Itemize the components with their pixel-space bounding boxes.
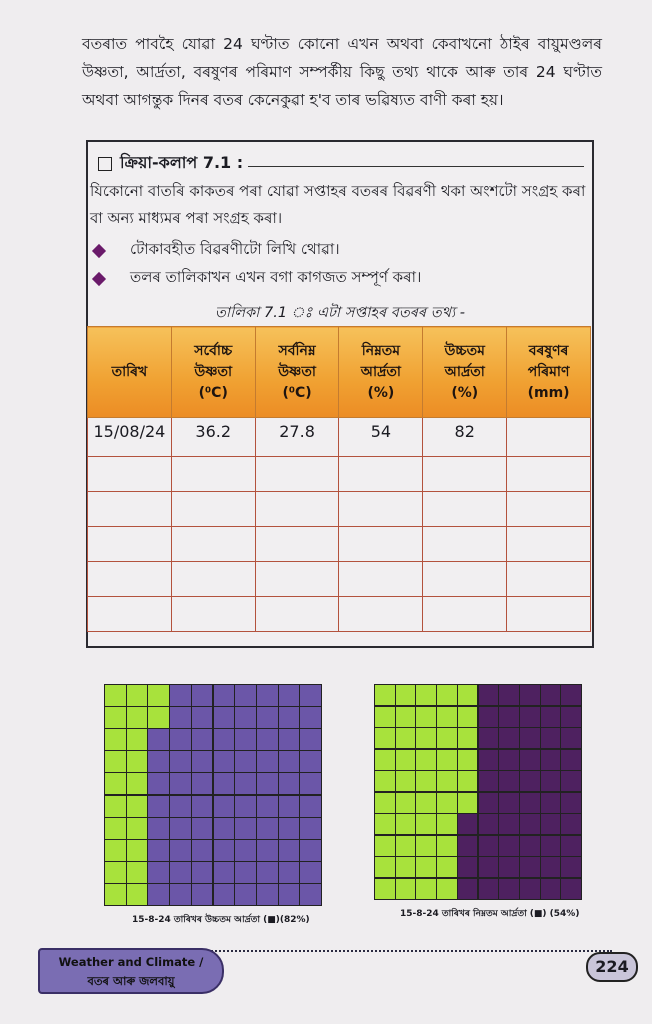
humidity-cell-filled bbox=[300, 773, 321, 794]
humidity-cell-filled bbox=[192, 773, 213, 794]
diamond-bullet-icon bbox=[92, 271, 106, 285]
activity-description: যিকোনো বাতৰি কাকতৰ পৰা যোৱা সপ্তাহৰ বতৰৰ বিৱৰণী থকা অংশটো সংগ্ৰহ কৰা বা অন্য মাধ্যমৰ পৰা সংগ্ৰহ কৰা। bbox=[90, 182, 586, 227]
humidity-cell-empty bbox=[416, 836, 436, 856]
humidity-cell-empty bbox=[396, 728, 416, 748]
humidity-cell-empty bbox=[416, 879, 436, 899]
humidity-cell-filled bbox=[520, 836, 540, 856]
humidity-cell-filled bbox=[257, 751, 278, 772]
humidity-cell-filled bbox=[541, 750, 561, 770]
humidity-cell-empty bbox=[396, 857, 416, 877]
humidity-cell-empty bbox=[127, 862, 148, 883]
humidity-cell-filled bbox=[561, 793, 581, 813]
activity-title: ক্ৰিয়া-কলাপ 7.1 : bbox=[120, 153, 244, 172]
max-humidity-grid bbox=[104, 684, 322, 906]
humidity-cell-empty bbox=[458, 685, 478, 705]
humidity-cell-empty bbox=[375, 879, 395, 899]
humidity-cell-empty bbox=[458, 771, 478, 791]
table-cell bbox=[171, 527, 255, 562]
humidity-cell-empty bbox=[127, 751, 148, 772]
humidity-cell-filled bbox=[170, 685, 191, 706]
weather-table bbox=[87, 326, 591, 632]
humidity-cell-empty bbox=[105, 729, 126, 750]
min-humidity-caption: 15-8-24 তাৰিখৰ নিম্নতম আৰ্দ্ৰতা (■) (54%) bbox=[400, 909, 580, 919]
humidity-cell-filled bbox=[214, 840, 235, 861]
table-row bbox=[88, 527, 591, 562]
humidity-cell-filled bbox=[479, 857, 499, 877]
humidity-cell-filled bbox=[561, 879, 581, 899]
humidity-cell-filled bbox=[257, 685, 278, 706]
table-cell: 54 bbox=[339, 418, 423, 457]
humidity-cell-filled bbox=[561, 685, 581, 705]
max-humidity-caption: 15-8-24 তাৰিখৰ উচ্চতম আৰ্দ্ৰতা (■)(82%) bbox=[132, 915, 310, 925]
humidity-cell-empty bbox=[105, 685, 126, 706]
humidity-cell-empty bbox=[105, 796, 126, 817]
humidity-cell-empty bbox=[127, 840, 148, 861]
table-row bbox=[88, 457, 591, 492]
humidity-cell-empty bbox=[437, 793, 457, 813]
humidity-cell-filled bbox=[170, 729, 191, 750]
humidity-cell-filled bbox=[520, 814, 540, 834]
table-cell bbox=[507, 492, 591, 527]
humidity-cell-filled bbox=[479, 750, 499, 770]
humidity-cell-empty bbox=[437, 879, 457, 899]
humidity-cell-filled bbox=[279, 729, 300, 750]
humidity-cell-empty bbox=[437, 771, 457, 791]
humidity-cell-filled bbox=[192, 729, 213, 750]
humidity-cell-filled bbox=[214, 729, 235, 750]
humidity-cell-filled bbox=[279, 773, 300, 794]
humidity-cell-filled bbox=[479, 707, 499, 727]
humidity-cell-filled bbox=[499, 814, 519, 834]
table-cell bbox=[171, 492, 255, 527]
humidity-cell-filled bbox=[300, 884, 321, 905]
header-date: তাৰিখ bbox=[88, 327, 172, 418]
table-cell bbox=[507, 418, 591, 457]
humidity-cell-empty bbox=[396, 685, 416, 705]
humidity-cell-empty bbox=[396, 771, 416, 791]
header-max-temp: সৰ্বোচ্চ উষ্ণতা (⁰C) bbox=[171, 327, 255, 418]
humidity-cell-filled bbox=[479, 771, 499, 791]
table-cell bbox=[255, 527, 339, 562]
humidity-cell-empty bbox=[416, 857, 436, 877]
humidity-cell-empty bbox=[375, 707, 395, 727]
humidity-cell-filled bbox=[520, 707, 540, 727]
humidity-cell-filled bbox=[235, 818, 256, 839]
humidity-cell-empty bbox=[396, 814, 416, 834]
humidity-cell-filled bbox=[214, 773, 235, 794]
humidity-cell-filled bbox=[148, 862, 169, 883]
humidity-cell-filled bbox=[257, 796, 278, 817]
humidity-cell-filled bbox=[235, 729, 256, 750]
humidity-cell-filled bbox=[257, 773, 278, 794]
diamond-bullet-icon bbox=[92, 243, 106, 257]
humidity-cell-filled bbox=[458, 836, 478, 856]
humidity-cell-filled bbox=[499, 836, 519, 856]
humidity-cell-empty bbox=[375, 814, 395, 834]
table-cell bbox=[339, 527, 423, 562]
humidity-cell-empty bbox=[375, 793, 395, 813]
humidity-cell-filled bbox=[148, 840, 169, 861]
humidity-cell-empty bbox=[105, 862, 126, 883]
humidity-cell-empty bbox=[437, 836, 457, 856]
bullet-text: টোকাবহীত বিৱৰণীটো লিখি থোৱা। bbox=[130, 240, 340, 258]
humidity-cell-empty bbox=[127, 796, 148, 817]
humidity-cell-filled bbox=[279, 884, 300, 905]
checkbox-icon bbox=[98, 157, 112, 171]
chapter-name-assamese: বতৰ আৰু জলবায়ু bbox=[87, 974, 175, 988]
humidity-cell-filled bbox=[148, 818, 169, 839]
humidity-cell-filled bbox=[214, 751, 235, 772]
humidity-cell-empty bbox=[105, 773, 126, 794]
table-cell bbox=[88, 597, 172, 632]
humidity-cell-filled bbox=[300, 862, 321, 883]
humidity-cell-filled bbox=[279, 751, 300, 772]
humidity-cell-empty bbox=[127, 773, 148, 794]
humidity-cell-empty bbox=[105, 751, 126, 772]
humidity-cell-empty bbox=[105, 818, 126, 839]
humidity-cell-filled bbox=[192, 707, 213, 728]
humidity-cell-filled bbox=[279, 840, 300, 861]
humidity-cell-filled bbox=[170, 862, 191, 883]
humidity-cell-empty bbox=[148, 707, 169, 728]
humidity-cell-filled bbox=[300, 840, 321, 861]
table-header-row bbox=[88, 327, 591, 418]
humidity-cell-filled bbox=[192, 796, 213, 817]
table-row bbox=[88, 492, 591, 527]
intro-paragraph: বতৰাত পাবহৈ যোৱা 24 ঘণ্টাত কোনো এখন অথবা কেবাখনো ঠাইৰ বায়ুমণ্ডলৰ উষ্ণতা, আৰ্দ্ৰতা, বৰষুণৰ পৰিমাণ সম্পৰ্কীয় কিছু তথ্য থাকে আৰু তাৰ 24 ঘণ্টাত অথবা আগন্তুক দিনৰ বতৰ কেনেকুৱা হ'ব তাৰ ভৱিষ্যত বাণী কৰা হয়। bbox=[82, 35, 602, 109]
humidity-cell-filled bbox=[458, 857, 478, 877]
humidity-cell-filled bbox=[170, 818, 191, 839]
humidity-cell-filled bbox=[479, 814, 499, 834]
humidity-cell-filled bbox=[279, 818, 300, 839]
humidity-cell-filled bbox=[520, 879, 540, 899]
min-humidity-grid bbox=[374, 684, 582, 900]
activity-heading bbox=[98, 150, 243, 177]
humidity-cell-filled bbox=[148, 884, 169, 905]
table-row bbox=[88, 597, 591, 632]
humidity-cell-empty bbox=[437, 685, 457, 705]
humidity-cell-filled bbox=[499, 793, 519, 813]
humidity-cell-empty bbox=[396, 879, 416, 899]
table-row bbox=[88, 418, 591, 457]
humidity-cell-empty bbox=[396, 707, 416, 727]
humidity-cell-filled bbox=[214, 707, 235, 728]
humidity-cell-filled bbox=[499, 857, 519, 877]
humidity-cell-filled bbox=[235, 884, 256, 905]
humidity-cell-filled bbox=[192, 751, 213, 772]
table-cell bbox=[171, 597, 255, 632]
humidity-cell-filled bbox=[561, 728, 581, 748]
humidity-cell-empty bbox=[458, 707, 478, 727]
humidity-cell-filled bbox=[192, 840, 213, 861]
header-min-temp: সৰ্বনিম্ন উষ্ণতা (⁰C) bbox=[255, 327, 339, 418]
humidity-cell-filled bbox=[235, 840, 256, 861]
humidity-cell-filled bbox=[541, 814, 561, 834]
humidity-cell-empty bbox=[396, 793, 416, 813]
humidity-cell-empty bbox=[375, 728, 395, 748]
humidity-cell-filled bbox=[257, 818, 278, 839]
humidity-cell-filled bbox=[561, 857, 581, 877]
table-cell bbox=[423, 597, 507, 632]
humidity-cell-filled bbox=[257, 840, 278, 861]
table-cell bbox=[88, 492, 172, 527]
humidity-cell-filled bbox=[541, 728, 561, 748]
humidity-cell-filled bbox=[499, 879, 519, 899]
humidity-cell-filled bbox=[170, 884, 191, 905]
humidity-cell-filled bbox=[257, 729, 278, 750]
humidity-cell-filled bbox=[561, 750, 581, 770]
humidity-cell-filled bbox=[520, 728, 540, 748]
humidity-cell-empty bbox=[416, 814, 436, 834]
humidity-cell-empty bbox=[416, 685, 436, 705]
table-cell bbox=[88, 562, 172, 597]
table-cell bbox=[339, 492, 423, 527]
humidity-cell-empty bbox=[416, 750, 436, 770]
humidity-cell-empty bbox=[396, 750, 416, 770]
table-cell bbox=[423, 562, 507, 597]
table-cell bbox=[339, 562, 423, 597]
humidity-cell-filled bbox=[300, 751, 321, 772]
table-row bbox=[88, 562, 591, 597]
humidity-cell-empty bbox=[437, 707, 457, 727]
humidity-cell-filled bbox=[279, 796, 300, 817]
humidity-cell-filled bbox=[520, 793, 540, 813]
humidity-cell-filled bbox=[257, 862, 278, 883]
humidity-cell-filled bbox=[499, 707, 519, 727]
humidity-cell-empty bbox=[127, 884, 148, 905]
humidity-cell-filled bbox=[479, 793, 499, 813]
humidity-cell-filled bbox=[279, 685, 300, 706]
humidity-cell-filled bbox=[148, 751, 169, 772]
humidity-cell-filled bbox=[148, 796, 169, 817]
table-cell bbox=[88, 527, 172, 562]
humidity-cell-filled bbox=[170, 751, 191, 772]
header-max-humidity: উচ্চতম আৰ্দ্ৰতা (%) bbox=[423, 327, 507, 418]
humidity-cell-empty bbox=[127, 685, 148, 706]
humidity-cell-filled bbox=[499, 750, 519, 770]
bullet-item bbox=[94, 266, 421, 291]
humidity-cell-filled bbox=[520, 750, 540, 770]
humidity-cell-filled bbox=[214, 884, 235, 905]
page-number: 224 bbox=[586, 952, 638, 982]
humidity-cell-filled bbox=[561, 814, 581, 834]
humidity-cell-filled bbox=[279, 862, 300, 883]
humidity-cell-empty bbox=[458, 728, 478, 748]
humidity-cell-filled bbox=[479, 728, 499, 748]
humidity-cell-filled bbox=[520, 771, 540, 791]
table-cell bbox=[255, 597, 339, 632]
humidity-cell-empty bbox=[375, 685, 395, 705]
humidity-cell-filled bbox=[499, 685, 519, 705]
humidity-cell-filled bbox=[300, 707, 321, 728]
humidity-cell-filled bbox=[192, 884, 213, 905]
humidity-cell-empty bbox=[105, 707, 126, 728]
humidity-cell-filled bbox=[300, 729, 321, 750]
table-cell bbox=[255, 492, 339, 527]
humidity-cell-empty bbox=[127, 818, 148, 839]
humidity-cell-empty bbox=[458, 750, 478, 770]
humidity-cell-filled bbox=[541, 857, 561, 877]
heading-rule bbox=[248, 166, 584, 167]
humidity-cell-filled bbox=[170, 773, 191, 794]
table-cell bbox=[423, 492, 507, 527]
humidity-cell-filled bbox=[279, 707, 300, 728]
humidity-cell-filled bbox=[479, 879, 499, 899]
humidity-cell-filled bbox=[561, 771, 581, 791]
humidity-cell-filled bbox=[541, 879, 561, 899]
header-rainfall: বৰষুণৰ পৰিমাণ (mm) bbox=[507, 327, 591, 418]
humidity-cell-filled bbox=[192, 862, 213, 883]
humidity-cell-empty bbox=[416, 728, 436, 748]
chapter-footer-tab bbox=[38, 948, 224, 994]
table-cell bbox=[339, 597, 423, 632]
humidity-cell-empty bbox=[375, 857, 395, 877]
humidity-cell-filled bbox=[170, 707, 191, 728]
humidity-cell-filled bbox=[541, 836, 561, 856]
bullet-item bbox=[94, 238, 340, 263]
bullet-text: তলৰ তালিকাখন এখন বগা কাগজত সম্পূৰ্ণ কৰা। bbox=[130, 268, 422, 286]
humidity-cell-empty bbox=[437, 750, 457, 770]
humidity-cell-empty bbox=[375, 750, 395, 770]
humidity-cell-filled bbox=[148, 729, 169, 750]
humidity-cell-filled bbox=[499, 771, 519, 791]
humidity-cell-filled bbox=[235, 707, 256, 728]
humidity-cell-filled bbox=[235, 751, 256, 772]
humidity-cell-filled bbox=[214, 862, 235, 883]
table-cell bbox=[507, 457, 591, 492]
humidity-cell-filled bbox=[170, 840, 191, 861]
table-cell bbox=[255, 562, 339, 597]
humidity-cell-filled bbox=[479, 685, 499, 705]
table-cell bbox=[507, 597, 591, 632]
humidity-cell-empty bbox=[105, 884, 126, 905]
humidity-cell-filled bbox=[458, 879, 478, 899]
humidity-cell-filled bbox=[479, 836, 499, 856]
humidity-cell-filled bbox=[541, 793, 561, 813]
humidity-cell-empty bbox=[437, 728, 457, 748]
humidity-cell-empty bbox=[396, 836, 416, 856]
table-cell: 15/08/24 bbox=[88, 418, 172, 457]
humidity-cell-filled bbox=[300, 796, 321, 817]
humidity-cell-empty bbox=[458, 793, 478, 813]
table-cell bbox=[339, 457, 423, 492]
humidity-cell-filled bbox=[458, 814, 478, 834]
humidity-cell-empty bbox=[437, 857, 457, 877]
humidity-cell-filled bbox=[561, 836, 581, 856]
humidity-cell-filled bbox=[235, 862, 256, 883]
humidity-cell-empty bbox=[375, 771, 395, 791]
humidity-cell-empty bbox=[437, 814, 457, 834]
humidity-cell-filled bbox=[300, 818, 321, 839]
humidity-cell-filled bbox=[235, 796, 256, 817]
table-cell bbox=[88, 457, 172, 492]
activity-box bbox=[86, 140, 594, 648]
humidity-cell-filled bbox=[541, 685, 561, 705]
humidity-cell-filled bbox=[257, 884, 278, 905]
humidity-cell-empty bbox=[148, 685, 169, 706]
humidity-cell-filled bbox=[214, 685, 235, 706]
table-cell bbox=[423, 457, 507, 492]
humidity-cell-filled bbox=[499, 728, 519, 748]
humidity-cell-filled bbox=[520, 857, 540, 877]
humidity-cell-filled bbox=[257, 707, 278, 728]
humidity-cell-filled bbox=[214, 796, 235, 817]
humidity-cell-empty bbox=[127, 707, 148, 728]
humidity-cell-filled bbox=[235, 685, 256, 706]
table-cell bbox=[171, 457, 255, 492]
header-min-humidity: নিম্নতম আৰ্দ্ৰতা (%) bbox=[339, 327, 423, 418]
humidity-cell-empty bbox=[105, 840, 126, 861]
humidity-cell-filled bbox=[300, 685, 321, 706]
humidity-cell-filled bbox=[561, 707, 581, 727]
humidity-cell-empty bbox=[416, 793, 436, 813]
chapter-name-english: Weather and Climate / bbox=[58, 955, 204, 969]
table-cell bbox=[423, 527, 507, 562]
table-cell bbox=[171, 562, 255, 597]
humidity-cell-filled bbox=[192, 818, 213, 839]
humidity-cell-empty bbox=[375, 836, 395, 856]
humidity-cell-empty bbox=[416, 707, 436, 727]
table-cell: 36.2 bbox=[171, 418, 255, 457]
humidity-cell-filled bbox=[520, 685, 540, 705]
humidity-cell-empty bbox=[127, 729, 148, 750]
humidity-cell-empty bbox=[416, 771, 436, 791]
table-cell: 82 bbox=[423, 418, 507, 457]
humidity-cell-filled bbox=[148, 773, 169, 794]
humidity-cell-filled bbox=[235, 773, 256, 794]
humidity-cell-filled bbox=[192, 685, 213, 706]
humidity-cell-filled bbox=[541, 707, 561, 727]
table-cell bbox=[507, 562, 591, 597]
humidity-cell-filled bbox=[541, 771, 561, 791]
table-cell: 27.8 bbox=[255, 418, 339, 457]
humidity-cell-filled bbox=[214, 818, 235, 839]
table-caption: তালিকা 7.1 ঃ এটা সপ্তাহৰ বতৰৰ তথ্য - bbox=[214, 305, 466, 321]
table-cell bbox=[255, 457, 339, 492]
table-cell bbox=[507, 527, 591, 562]
humidity-cell-filled bbox=[170, 796, 191, 817]
